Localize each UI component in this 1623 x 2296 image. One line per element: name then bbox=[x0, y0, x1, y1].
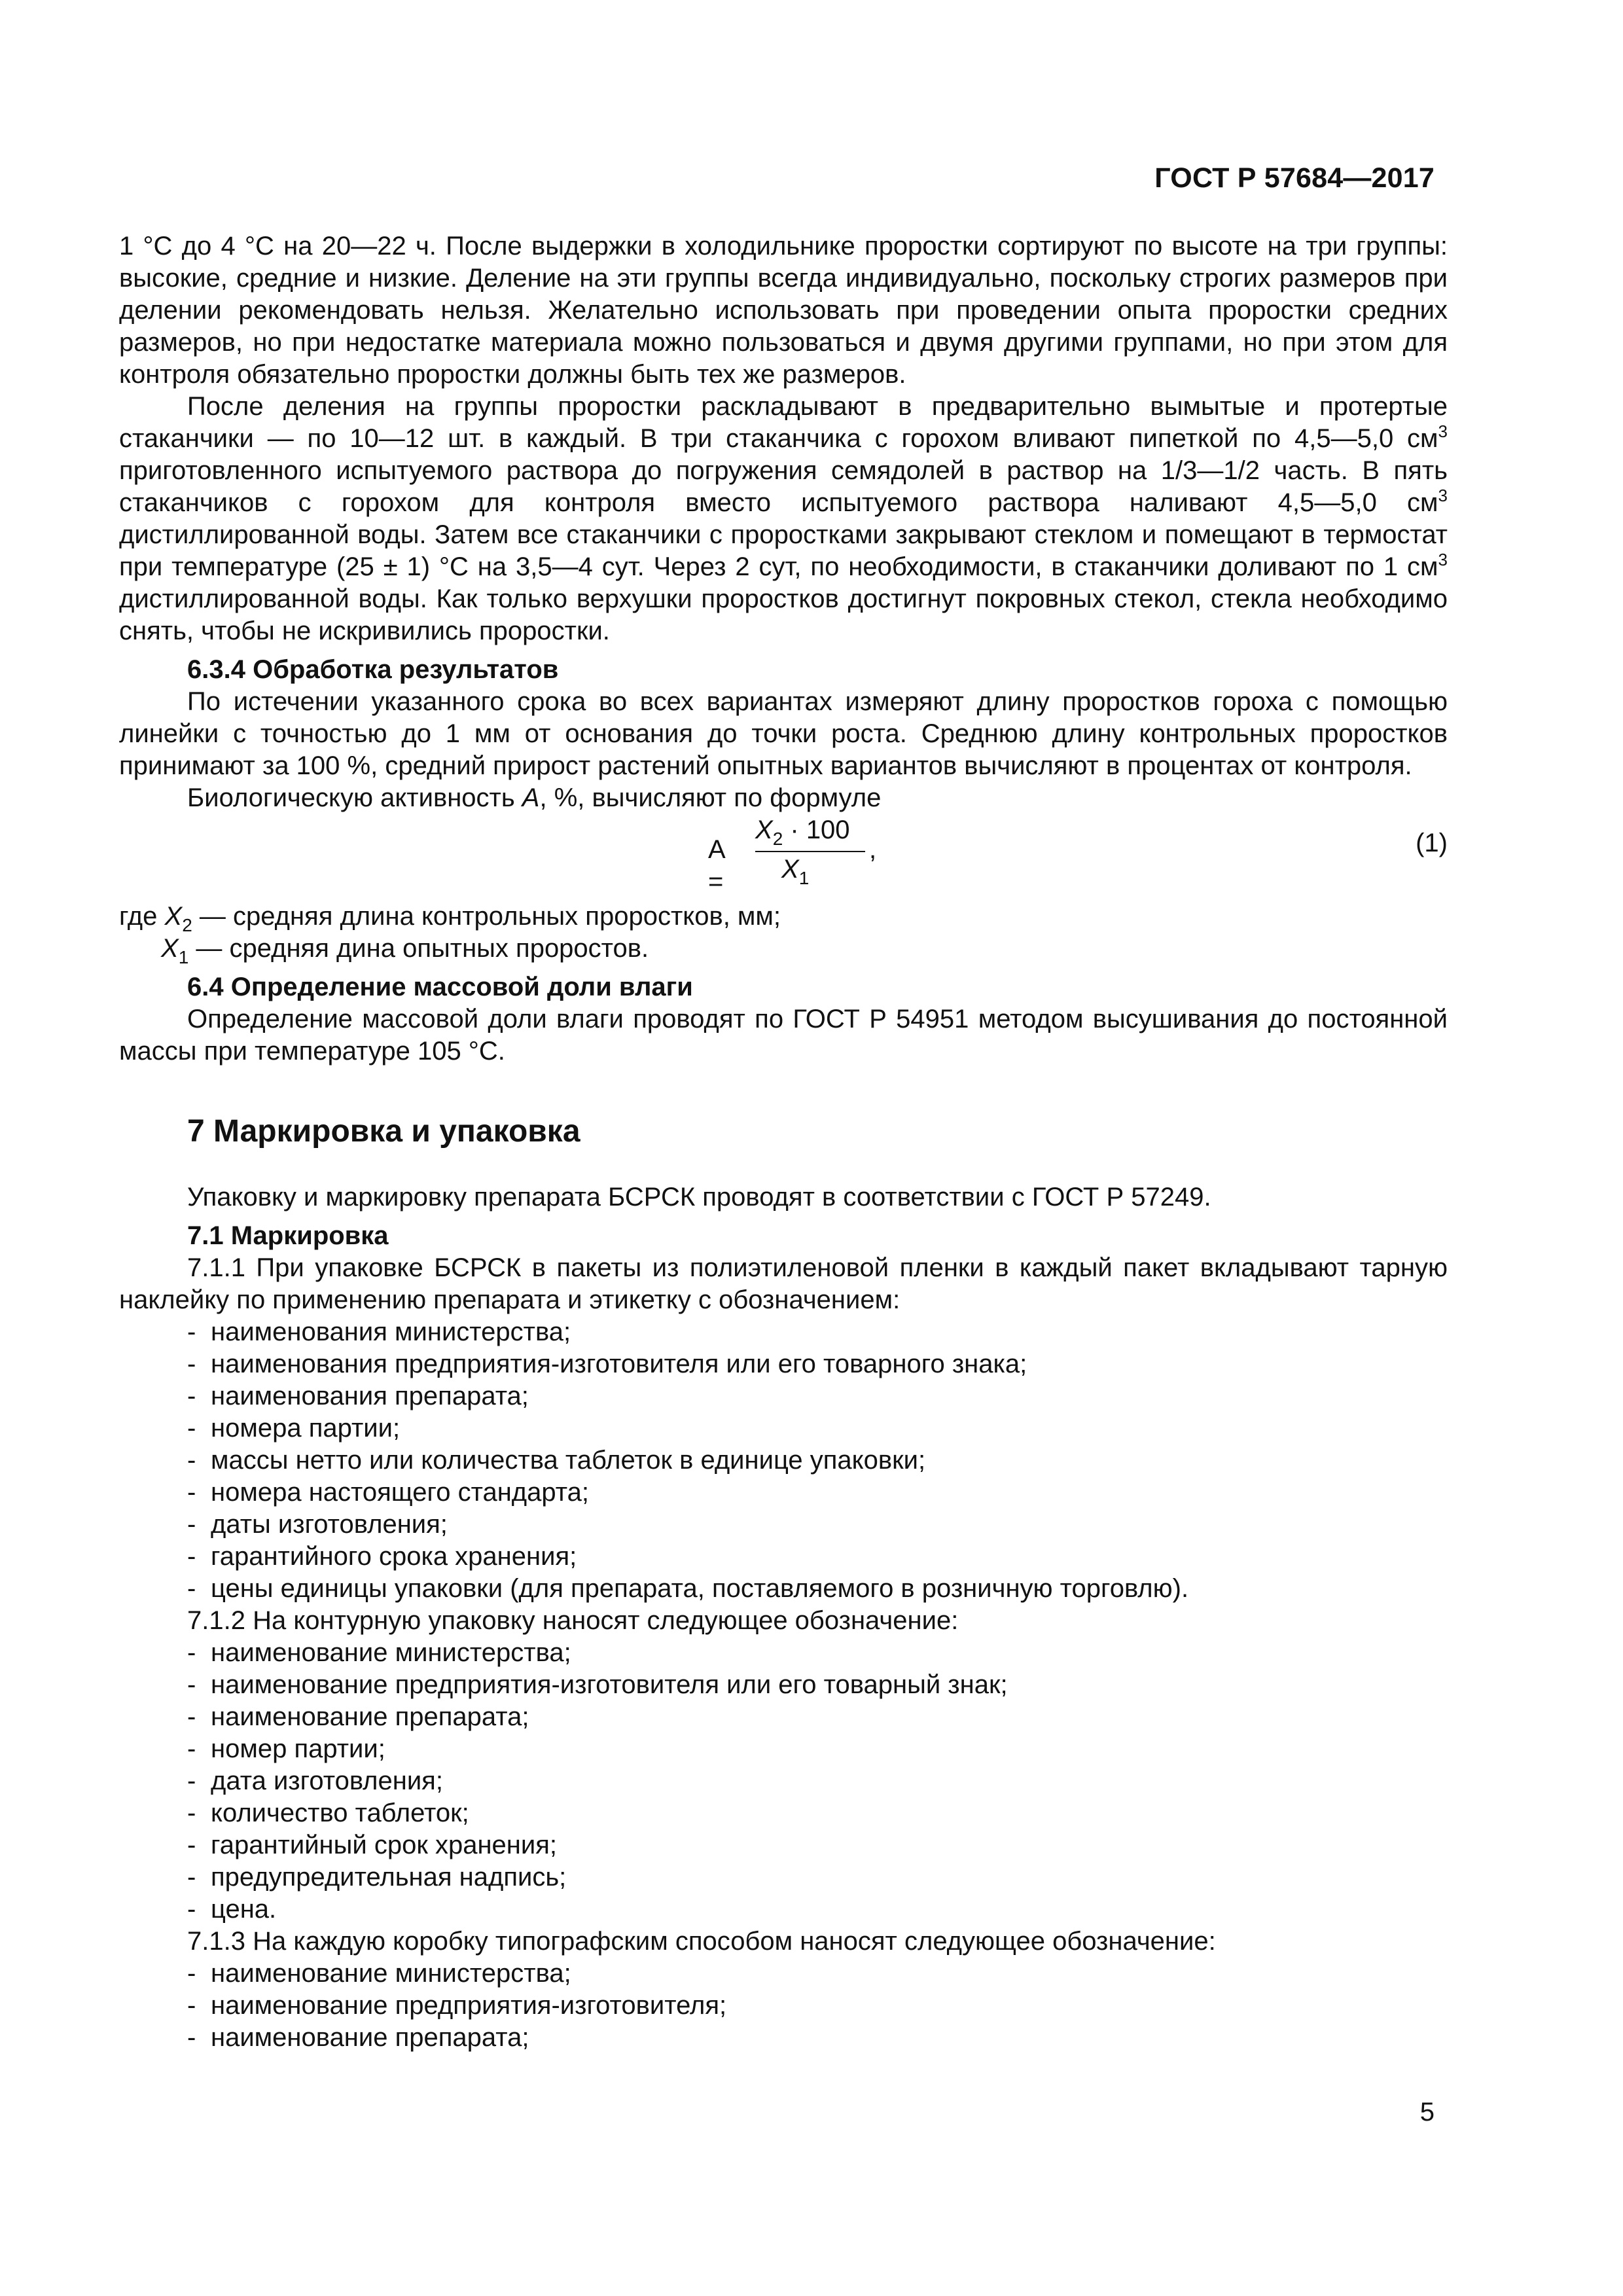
text-run: — средняя дина опытных проростов. bbox=[188, 934, 649, 963]
paragraph-formula-intro bbox=[119, 782, 1448, 814]
list-item: - гарантийный срок хранения; bbox=[187, 1829, 1448, 1861]
paragraph-7-1-2: 7.1.2 На контурную упаковку наносят следующее обозначение: bbox=[187, 1606, 959, 1635]
where-line-1 bbox=[119, 901, 1448, 933]
list-item: - наименование предприятия-изготовителя; bbox=[187, 1990, 1448, 2022]
formula-comma: , bbox=[869, 835, 877, 864]
text-run: После деления на группы проростки раскладывают в предварительно вымытые и протертые стаканчики — по 10—12 шт. в каждый. В три стаканчика с горохом вливают пипеткой по 4,5—5,0 см bbox=[119, 392, 1448, 453]
list-item: - массы нетто или количества таблеток в единице упаковки; bbox=[187, 1444, 1448, 1477]
text-run: дистиллированной воды. Затем все стаканчики с проростками закрывают стеклом и помещают в термостат при температуре (25 ± 1) °С на 3,5—4 сут. Через 2 сут, по необходимости, в стаканчики доливают по 1 см bbox=[119, 520, 1448, 581]
where-line-2 bbox=[119, 933, 1448, 965]
paragraph-continued: 1 °С до 4 °С на 20—22 ч. После выдержки в холодильнике проростки сортируют по высоте на три группы: высокие, средние и низкие. Деление на эти группы всегда индивидуально, поскольку строгих размеров при делении рекомендовать нельзя. Желательно использовать при проведении опыта проростки средних размеров, но при недостатке материала можно пользоваться и двумя другими группами, но при этом для контроля обязательно проростки должны быть тех же размеров. bbox=[119, 232, 1448, 389]
list-item: - количество таблеток; bbox=[187, 1797, 1448, 1829]
superscript: 3 bbox=[1438, 486, 1448, 505]
document-id-header: ГОСТ Р 57684—2017 bbox=[1154, 162, 1435, 194]
variable: X bbox=[164, 902, 183, 931]
subscript: 2 bbox=[182, 915, 192, 935]
list-item: - наименование министерства; bbox=[187, 1637, 1448, 1669]
text-run: Биологическую активность bbox=[187, 783, 522, 812]
text-run: — средняя длина контрольных проростков, мм; bbox=[192, 902, 781, 931]
heading-6-4: 6.4 Определение массовой доли влаги bbox=[187, 973, 693, 1001]
variable: X bbox=[755, 816, 773, 844]
formula-denominator bbox=[781, 853, 809, 886]
text-run: , %, вычисляют по формуле bbox=[539, 783, 882, 812]
list-item: - гарантийного срока хранения; bbox=[187, 1541, 1448, 1573]
text-run: дистиллированной воды. Как только верхушки проростков достигнут покровных стекол, стекла необходимо снять, чтобы не искривились проростки. bbox=[119, 584, 1448, 645]
superscript: 3 bbox=[1438, 550, 1448, 569]
equation-number: (1) bbox=[1416, 829, 1448, 857]
superscript: 3 bbox=[1438, 422, 1448, 441]
variable: X bbox=[161, 934, 179, 963]
list-item: - предупредительная надпись; bbox=[187, 1861, 1448, 1893]
heading-6-3-4: 6.3.4 Обработка результатов bbox=[187, 655, 559, 684]
paragraph-measurement: По истечении указанного срока во всех вариантах измеряют длину проростков гороха с помощью линейки с точностью до 1 мм от основания до точки роста. Среднюю длину контрольных проростков принимают за 100 %, средний прирост растений опытных вариантов вычисляют в процентах от контроля. bbox=[119, 687, 1448, 780]
list-item: - дата изготовления; bbox=[187, 1765, 1448, 1797]
variable: X bbox=[781, 855, 799, 884]
list-item: - наименования препарата; bbox=[187, 1380, 1448, 1412]
list-item: - цены единицы упаковки (для препарата, поставляемого в розничную торговлю). bbox=[187, 1573, 1448, 1605]
paragraph-moisture: Определение массовой доли влаги проводят по ГОСТ Р 54951 методом высушивания до постоянной массы при температуре 105 °С. bbox=[119, 1005, 1448, 1066]
subscript: 1 bbox=[798, 868, 810, 888]
heading-7-1: 7.1 Маркировка bbox=[187, 1221, 389, 1250]
section-heading-7: 7 Маркировка и упаковка bbox=[187, 1114, 580, 1149]
list-7-1-3 bbox=[119, 1958, 1448, 2054]
variable: А bbox=[522, 783, 540, 812]
list-item: - номера партии; bbox=[187, 1412, 1448, 1444]
paragraph-packaging: Упаковку и маркировку препарата БСРСК проводят в соответствии с ГОСТ Р 57249. bbox=[187, 1183, 1211, 1211]
list-item: - наименование министерства; bbox=[187, 1958, 1448, 1990]
paragraph-7-1-1: 7.1.1 При упаковке БСРСК в пакеты из полиэтиленовой пленки в каждый пакет вкладывают тарную наклейку по применению препарата и этикетку с обозначением: bbox=[119, 1253, 1448, 1314]
formula-block bbox=[119, 814, 1448, 895]
list-item: - даты изготовления; bbox=[187, 1509, 1448, 1541]
text-run: приготовленного испытуемого раствора до погружения семядолей в раствор на 1/3—1/2 часть. В пять стаканчиков с горохом для контроля вместо испытуемого раствора наливают 4,5—5,0 см bbox=[119, 456, 1448, 517]
list-item: - наименования министерства; bbox=[187, 1316, 1448, 1348]
formula-lhs: A = bbox=[708, 835, 724, 896]
list-item: - номера настоящего стандарта; bbox=[187, 1477, 1448, 1509]
paragraph-sorting bbox=[119, 391, 1448, 647]
subscript: 1 bbox=[178, 947, 189, 967]
formula-numerator bbox=[755, 814, 850, 849]
list-7-1-2 bbox=[119, 1637, 1448, 1926]
list-item: - наименование препарата; bbox=[187, 2022, 1448, 2054]
paragraph-7-1-3: 7.1.3 На каждую коробку типографским способом наносят следующее обозначение: bbox=[187, 1927, 1216, 1956]
list-7-1-1 bbox=[119, 1316, 1448, 1605]
text-run: · 100 bbox=[783, 816, 850, 844]
fraction-bar bbox=[755, 851, 865, 852]
list-item: - цена. bbox=[187, 1893, 1448, 1926]
text-run: где bbox=[119, 902, 165, 931]
page-body bbox=[119, 230, 1448, 2054]
list-item: - наименование препарата; bbox=[187, 1701, 1448, 1733]
page-number: 5 bbox=[1419, 2098, 1435, 2126]
list-item: - наименования предприятия-изготовителя или его товарного знака; bbox=[187, 1348, 1448, 1380]
list-item: - наименование предприятия-изготовителя или его товарный знак; bbox=[187, 1669, 1448, 1701]
list-item: - номер партии; bbox=[187, 1733, 1448, 1765]
subscript: 2 bbox=[772, 829, 783, 849]
